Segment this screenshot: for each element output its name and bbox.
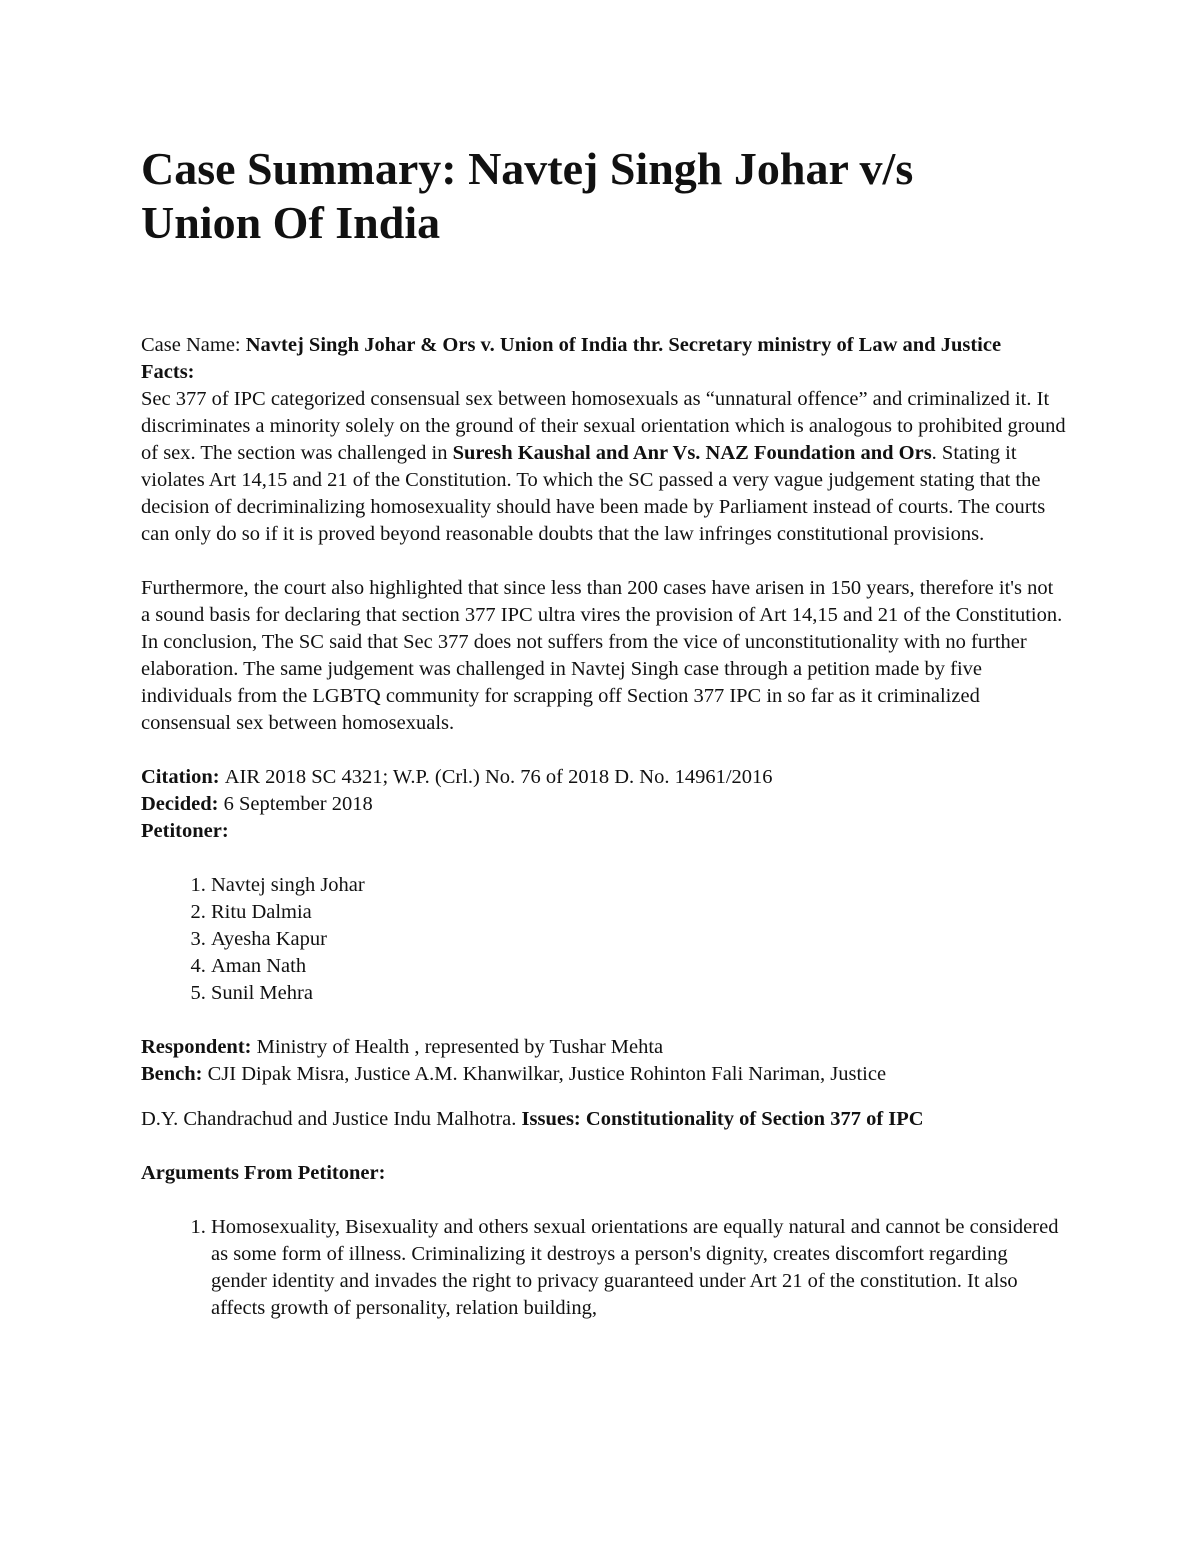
- facts-paragraph-2: Furthermore, the court also highlighted that since less than 200 cases have arisen in 150 years, therefore it's not a sound basis for declaring that section 377 IPC ultra vires the provision of Art 14,15 and 21 of the Constitution. In conclusion, The SC said that Sec 377 does not suffers from the vice of unconstitutionality with no further elaboration. The same judgement was challenged in Navtej Singh case through a petition made by five individuals from the LGBTQ community for scrapping off Section 377 IPC in so far as it criminalized consensual sex between homosexuals.: [141, 577, 1063, 734]
- respondent-label: Respondent:: [141, 1036, 257, 1058]
- facts-text-a: Sec 377 of IPC categorized consensual sex between homosexuals as “unnatural offence” and criminalized it. It discriminates a minority solely on the ground of their sexual orientation which is analogous to prohibited ground of sex. The section was challenged in: [141, 388, 1066, 464]
- bench-label: Bench:: [141, 1063, 208, 1085]
- bench-continuation: D.Y. Chandrachud and Justice Indu Malhotra.: [141, 1108, 522, 1130]
- facts-text-c: . Stating it violates Art 14,15 and 21 of the Constitution. To which the SC passed a very vague judgement stating that the decision of decriminalizing homosexuality should have been made by Parliament instead of courts. The courts can only do so if it is proved beyond reasonable doubts that the law infringes constitutional provisions.: [141, 442, 1046, 545]
- list-item: 5. Sunil Mehra: [211, 980, 1066, 1007]
- arguments-heading: [141, 1160, 1066, 1187]
- citation-label: Citation:: [141, 766, 225, 788]
- title-line-1: Case Summary: Navtej Singh Johar v/s: [141, 143, 914, 194]
- bench-value: CJI Dipak Misra, Justice A.M. Khanwilkar, Justice Rohinton Fali Nariman, Justice: [207, 1063, 887, 1085]
- list-item: 1. Navtej singh Johar: [211, 872, 1066, 899]
- petitioner-heading: [141, 818, 1066, 845]
- facts-label: Facts:: [141, 361, 195, 383]
- facts-case-reference: Suresh Kaushal and Anr Vs. NAZ Foundation and Ors: [452, 442, 932, 464]
- case-name-label: Case Name:: [141, 334, 246, 356]
- list-item: 2. Ritu Dalmia: [211, 899, 1066, 926]
- petitioner-list: [141, 872, 1066, 1007]
- issues-value: Constitutionality of Section 377 of IPC: [585, 1108, 924, 1130]
- facts-paragraph-1: [141, 386, 1066, 548]
- decided-value: 6 September 2018: [223, 793, 373, 815]
- list-item: 1. Homosexuality, Bisexuality and others sexual orientations are equally natural and cannot be considered as some form of illness. Criminalizing it destroys a person's dignity, creates discomfort regarding gender identity and invades the right to privacy guaranteed under Art 21 of the constitution. It also affects growth of personality, relation building,: [211, 1214, 1066, 1322]
- case-name-value: Navtej Singh Johar & Ors v. Union of India thr. Secretary ministry of Law and Justice: [245, 334, 1002, 356]
- respondent-value: Ministry of Health , represented by Tushar Mehta: [256, 1036, 664, 1058]
- bench-line: [141, 1061, 1066, 1088]
- arguments-label: Arguments From Petitoner:: [141, 1162, 386, 1184]
- facts-heading: [141, 359, 1066, 386]
- title-line-2: Union Of India: [141, 197, 441, 248]
- respondent-line: [141, 1034, 1066, 1061]
- citation-value: AIR 2018 SC 4321; W.P. (Crl.) No. 76 of 2018 D. No. 14961/2016: [224, 766, 773, 788]
- list-item: 3. Ayesha Kapur: [211, 926, 1066, 953]
- issues-label: Issues:: [521, 1108, 586, 1130]
- bench-issues-line: [141, 1106, 1066, 1133]
- decided-label: Decided:: [141, 793, 224, 815]
- citation-line: [141, 764, 1066, 791]
- list-item: 4. Aman Nath: [211, 953, 1066, 980]
- document-body: [141, 332, 1066, 1322]
- arguments-list: [141, 1214, 1066, 1322]
- case-name-line: [141, 332, 1066, 359]
- petitioner-label: Petitoner:: [141, 820, 229, 842]
- document-page: [141, 142, 1066, 1319]
- page-title: [141, 142, 1066, 250]
- decided-line: [141, 791, 1066, 818]
